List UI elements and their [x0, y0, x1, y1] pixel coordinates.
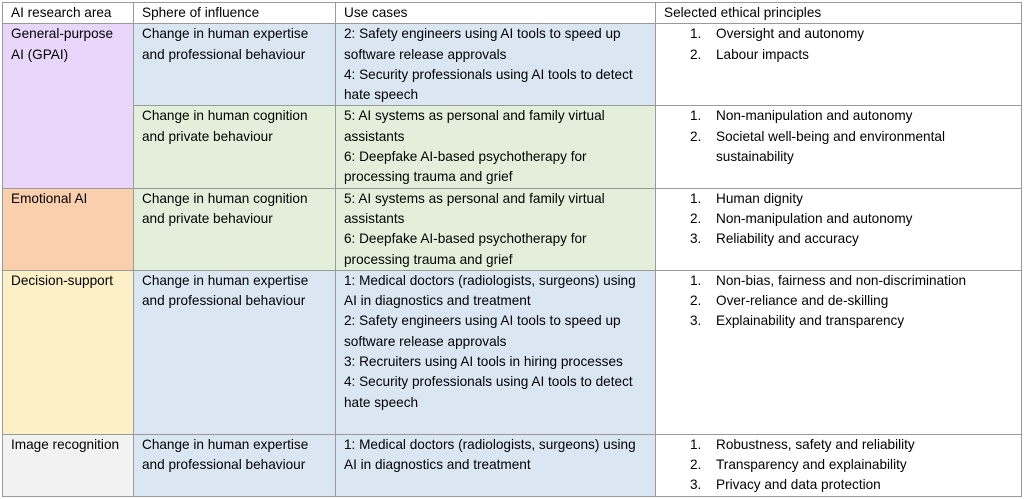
use-case-item: 5: AI systems as personal and family virtual assistants — [344, 108, 605, 144]
principle-item: 1. Non-manipulation and autonomy — [690, 108, 913, 124]
use-case-item: 5: AI systems as personal and family virtual assistants — [344, 190, 605, 226]
sphere-cell: Change in human expertise and professional behaviour — [134, 434, 336, 496]
area-gpai: General-purpose AI (GPAI) — [3, 24, 134, 188]
principles-cell — [656, 24, 1022, 106]
use-case-item: 3: Recruiters using AI tools in hiring processes — [344, 354, 623, 370]
principle-item: 3. Reliability and accuracy — [690, 231, 859, 247]
table-row — [3, 434, 1022, 496]
use-case-item: 4: Security professionals using AI tools to detect hate speech — [344, 66, 633, 103]
principle-item: 2. Transparency and explainability — [690, 457, 907, 473]
use-cases-cell — [336, 188, 656, 270]
table-row — [3, 24, 1022, 106]
principles-cell — [656, 270, 1022, 434]
use-case-item: 4: Security professionals using AI tools to detect hate speech — [344, 374, 633, 410]
use-case-item: 1: Medical doctors (radiologists, surgeons) using AI in diagnostics and treatment — [344, 272, 636, 309]
principle-item: 2. Over-reliance and de-skilling — [690, 293, 889, 309]
header-ai-research-area: AI research area — [3, 3, 134, 24]
use-cases-cell — [336, 270, 656, 434]
area-decision: Decision-support — [3, 270, 134, 434]
use-case-item: 6: Deepfake AI-based psychotherapy for processing trauma and grief — [344, 149, 587, 185]
principles-list — [664, 106, 1015, 167]
use-cases-cell — [336, 24, 656, 106]
principles-cell — [656, 434, 1022, 496]
header-sphere-of-influence: Sphere of influence — [134, 3, 336, 24]
principle-item: 1. Non-bias, fairness and non-discrimination — [690, 272, 967, 288]
principle-item: 2. Societal well-being and environmental sustainability — [690, 128, 945, 165]
sphere-cell: Change in human cognition and private behaviour — [134, 188, 336, 270]
table-row — [3, 270, 1022, 434]
principles-cell — [656, 188, 1022, 270]
sphere-cell: Change in human cognition and private behaviour — [134, 106, 336, 188]
header-row — [3, 3, 1022, 24]
area-image: Image recognition — [3, 434, 134, 496]
principles-list — [664, 435, 1015, 496]
use-case-item: 6: Deepfake AI-based psychotherapy for processing trauma and grief — [344, 231, 587, 267]
area-emotional: Emotional AI — [3, 188, 134, 270]
principle-item: 1. Robustness, safety and reliability — [690, 436, 915, 452]
principles-cell — [656, 106, 1022, 188]
ethics-table — [2, 2, 1022, 497]
sphere-cell: Change in human expertise and professional behaviour — [134, 270, 336, 434]
principle-item: 1. Oversight and autonomy — [690, 26, 865, 42]
use-cases-cell — [336, 106, 656, 188]
principle-item: 2. Non-manipulation and autonomy — [690, 210, 913, 226]
header-use-cases: Use cases — [336, 3, 656, 24]
principles-list — [664, 189, 1015, 250]
sphere-cell: Change in human expertise and professional behaviour — [134, 24, 336, 106]
use-case-item: 2: Safety engineers using AI tools to speed up software release approvals — [344, 313, 621, 349]
principles-list — [664, 24, 1015, 65]
use-case-item: 1: Medical doctors (radiologists, surgeons) using AI in diagnostics and treatment — [344, 436, 636, 473]
principle-item: 1. Human dignity — [690, 190, 803, 206]
use-cases-cell — [336, 434, 656, 496]
table-row — [3, 106, 1022, 188]
principle-item: 3. Explainability and transparency — [690, 313, 905, 329]
use-case-item: 2: Safety engineers using AI tools to speed up software release approvals — [344, 26, 621, 62]
table-row — [3, 188, 1022, 270]
principle-item: 2. Labour impacts — [690, 46, 809, 62]
header-ethical-principles: Selected ethical principles — [656, 3, 1022, 24]
principle-item: 3. Privacy and data protection — [690, 477, 881, 493]
principles-list — [664, 271, 1015, 332]
